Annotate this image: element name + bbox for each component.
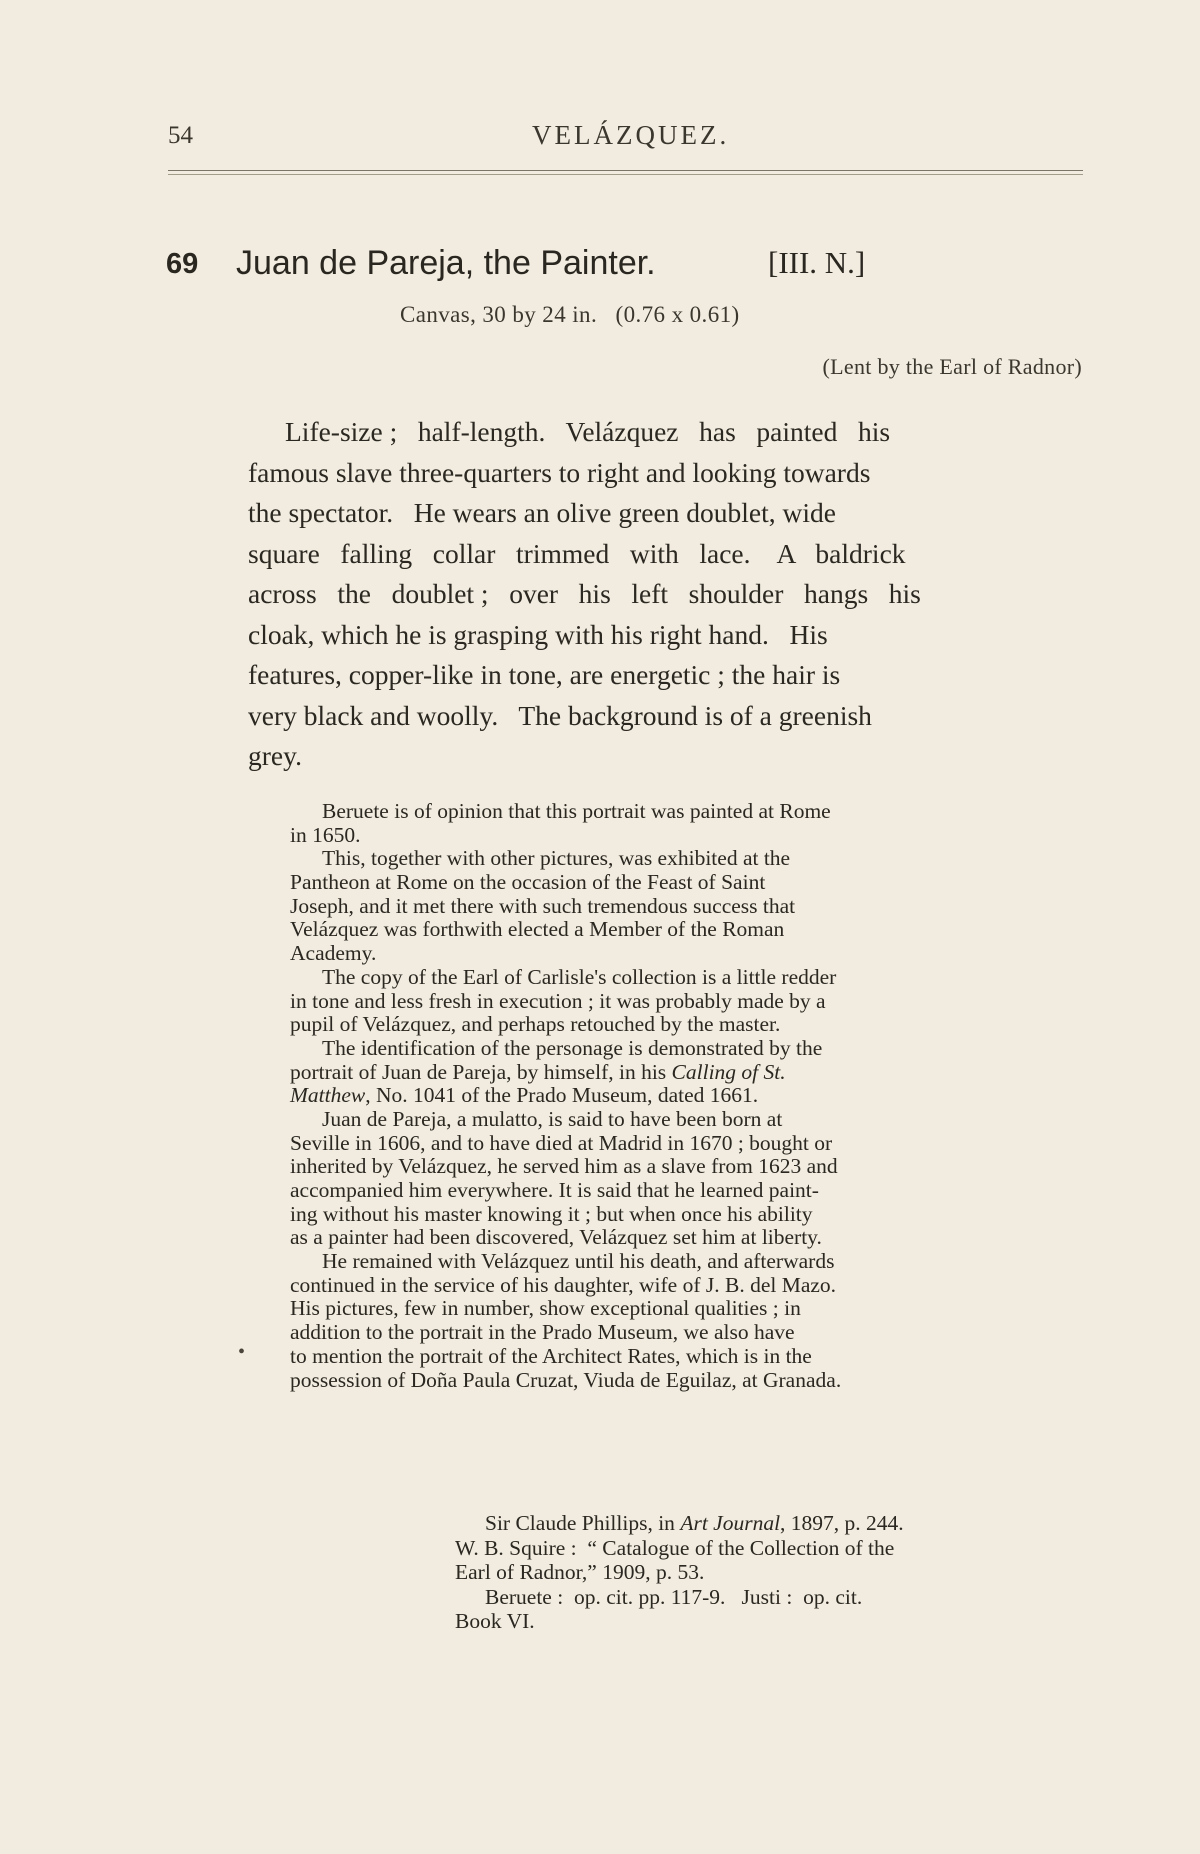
reference-line: Book VI. (455, 1609, 535, 1633)
note-text: portrait of Juan de Pareja, by himself, in his (290, 1059, 667, 1084)
description-line: very black and woolly. The background is of a greenish (248, 699, 872, 731)
note-line: Academy. (290, 941, 377, 966)
description-line: Life-size ; half-length. Velázquez has painted his (285, 416, 891, 447)
running-title: VELÁZQUEZ. (532, 120, 730, 150)
note-line: Seville in 1606, and to have died at Madrid in 1670 ; bought or (290, 1130, 833, 1155)
note-line (290, 1084, 1073, 1108)
note-line: in 1650. (290, 822, 361, 847)
description-line: across the doublet ; over his left shoulder hangs his (248, 578, 921, 609)
reference-text: , 1897, p. 244. (780, 1511, 904, 1535)
references-block (455, 1511, 1068, 1634)
description-line: square falling collar trimmed with lace. A baldrick (248, 537, 906, 569)
note-line: as a painter had been discovered, Velázquez set him at liberty. (290, 1225, 822, 1250)
entry-title: Juan de Pareja, the Painter. (236, 244, 656, 282)
reference-text: Sir Claude Phillips, in (485, 1511, 675, 1535)
note-line: possession of Doña Paula Cruzat, Viuda de Eguilaz, at Granada. (290, 1367, 842, 1392)
note-line: This, together with other pictures, was exhibited at the (322, 846, 791, 871)
note-line: He remained with Velázquez until his death, and afterwards (322, 1249, 835, 1274)
note-line: Beruete is of opinion that this portrait was painted at Rome (322, 799, 831, 823)
note-text: , No. 1041 of the Prado Museum, dated 1661. (365, 1083, 759, 1108)
description-line: famous slave three-quarters to right and looking towards (248, 456, 871, 488)
entry-location: [III. N.] (768, 245, 866, 280)
description-line: grey. (248, 740, 302, 771)
note-line (290, 1061, 1073, 1085)
note-line: ing without his master knowing it ; but when once his ability (290, 1201, 813, 1226)
note-line: Pantheon at Rome on the occasion of the Feast of Saint (290, 870, 766, 895)
note-line: Velázquez was forthwith elected a Member of the Roman (290, 917, 785, 942)
note-line: addition to the portrait in the Prado Museum, we also have (290, 1320, 795, 1345)
note-italic-title: Calling of St. (671, 1059, 786, 1084)
description-line: cloak, which he is grasping with his right hand. His (248, 618, 828, 650)
reference-line: Earl of Radnor,” 1909, p. 53. (455, 1560, 705, 1584)
page-number: 54 (168, 122, 193, 149)
entry-lender: (Lent by the Earl of Radnor) (822, 354, 1082, 379)
description-line: features, copper-like in tone, are energetic ; the hair is (248, 659, 841, 690)
description-paragraph (248, 412, 1078, 777)
header-rule-secondary (168, 174, 1083, 175)
notes-block (290, 800, 1073, 1392)
note-line: continued in the service of his daughter, wife of J. B. del Mazo. (290, 1272, 837, 1297)
reference-italic-title: Art Journal (680, 1511, 781, 1535)
note-line: inherited by Velázquez, he served him as a slave from 1623 and (290, 1154, 838, 1179)
note-line: His pictures, few in number, show exceptional qualities ; in (290, 1296, 801, 1321)
note-line: in tone and less fresh in execution ; it was probably made by a (290, 988, 826, 1013)
description-line: the spectator. He wears an olive green doublet, wide (248, 497, 836, 528)
reference-line (455, 1511, 1068, 1536)
note-line: The copy of the Earl of Carlisle's collection is a little redder (322, 964, 837, 989)
note-line: Juan de Pareja, a mulatto, is said to have been born at (322, 1106, 783, 1131)
note-line: to mention the portrait of the Architect Rates, which is in the (290, 1343, 812, 1368)
reference-line: W. B. Squire : “ Catalogue of the Collection of the (455, 1535, 895, 1560)
note-italic-title: Matthew (290, 1083, 366, 1108)
reference-line: Beruete : op. cit. pp. 117-9. Justi : op. cit. (485, 1584, 863, 1609)
note-line: accompanied him everywhere. It is said that he learned paint- (290, 1178, 819, 1202)
note-line: The identification of the personage is demonstrated by the (322, 1035, 823, 1060)
note-line: pupil of Velázquez, and perhaps retouched by the master. (290, 1012, 781, 1037)
header-rule (168, 170, 1083, 171)
entry-number: 69 (166, 248, 199, 280)
marginal-mark: • (238, 1341, 246, 1363)
entry-medium: Canvas, 30 by 24 in. (0.76 x 0.61) (400, 302, 740, 327)
note-line: Joseph, and it met there with such tremendous success that (290, 893, 796, 918)
